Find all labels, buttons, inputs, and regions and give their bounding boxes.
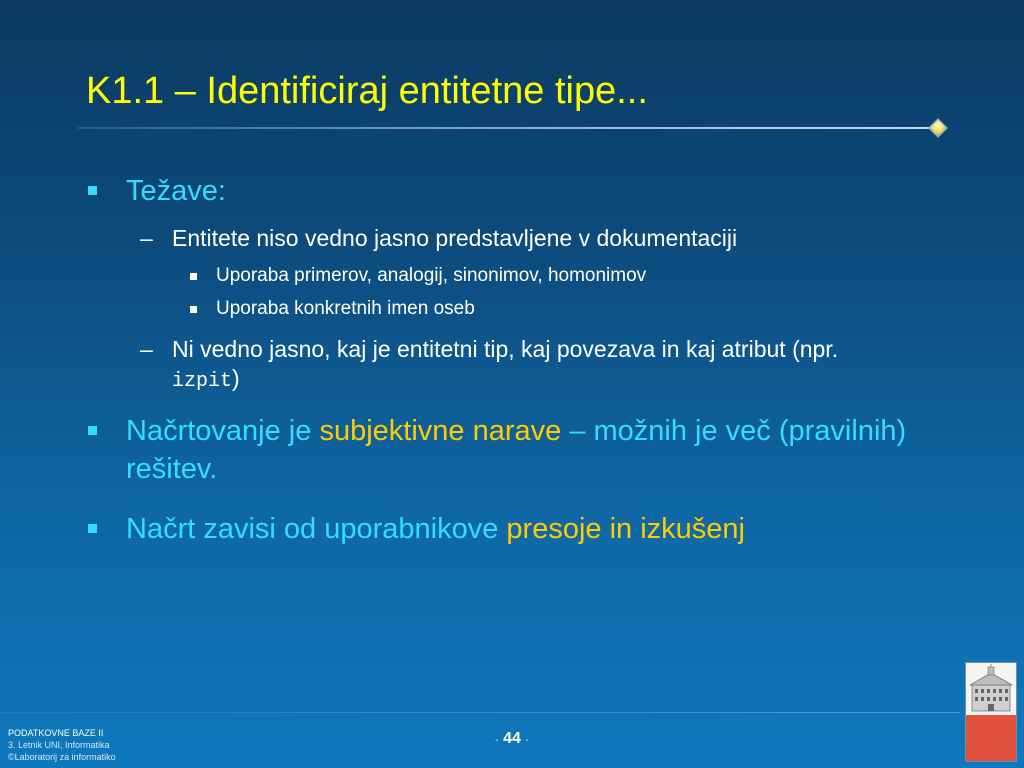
text-part: ): [232, 365, 240, 391]
footer-year: 3. Letnik UNI, Informatika: [8, 740, 110, 750]
highlight-text: subjektivne narave: [319, 415, 562, 447]
page-number-value: 44: [503, 730, 521, 747]
page-dash-right: -: [525, 735, 529, 746]
bullet-text: [126, 412, 908, 488]
code-izpit: izpit: [172, 370, 233, 393]
sub-sub-item-text: Uporaba konkretnih imen oseb: [216, 298, 475, 319]
logo-red-panel: [966, 715, 1016, 761]
text-part: Načrtovanje je: [126, 415, 320, 447]
dash-marker: –: [140, 225, 153, 251]
sub-item-ni-vedno-jasno: [140, 335, 880, 396]
bullet-item-tezave: [88, 172, 928, 210]
title-rule: [78, 127, 936, 129]
text-part: Načrt zavisi od uporabnikove: [126, 513, 507, 545]
footer-info: [8, 727, 116, 763]
bullet-item-nacrt: [88, 510, 928, 548]
square-bullet-icon: [88, 426, 97, 435]
sub-sub-item-primeri: [190, 264, 890, 288]
slide-title: K1.1 – Identificiraj entitetne tipe...: [86, 70, 648, 112]
diamond-icon: [928, 118, 948, 138]
bullet-text: Težave:: [126, 175, 226, 207]
highlight-text: presoje in izkušenj: [506, 513, 745, 545]
sub-item-entitete: [140, 224, 900, 253]
sub-sub-item-text: Uporaba primerov, analogij, sinonimov, homonimov: [216, 265, 647, 286]
page-dash-left: -: [495, 735, 499, 746]
footer-rule: [0, 712, 960, 713]
small-square-bullet-icon: [190, 306, 197, 313]
footer-copyright: ©Laboratorij za informatiko: [8, 752, 116, 762]
square-bullet-icon: [88, 186, 97, 195]
text-part: Ni vedno jasno, kaj je entitetni tip, kaj povezava in kaj atribut (npr.: [172, 336, 839, 362]
bullet-text: [126, 510, 928, 548]
page-number: [480, 730, 544, 748]
dash-marker: –: [140, 336, 153, 362]
sub-item-text: [172, 335, 880, 396]
text-part: – možnih je več (pravilnih) rešitev.: [126, 415, 907, 485]
footer-course: PODATKOVNE BAZE II: [8, 728, 104, 738]
university-building-logo: [965, 662, 1017, 762]
building-icon: [966, 663, 1016, 715]
small-square-bullet-icon: [190, 273, 197, 280]
square-bullet-icon: [88, 524, 97, 533]
bullet-item-nacrtovanje: [88, 412, 908, 488]
sub-item-text: Entitete niso vedno jasno predstavljene v dokumentaciji: [172, 225, 738, 251]
sub-sub-item-imena: [190, 297, 890, 321]
